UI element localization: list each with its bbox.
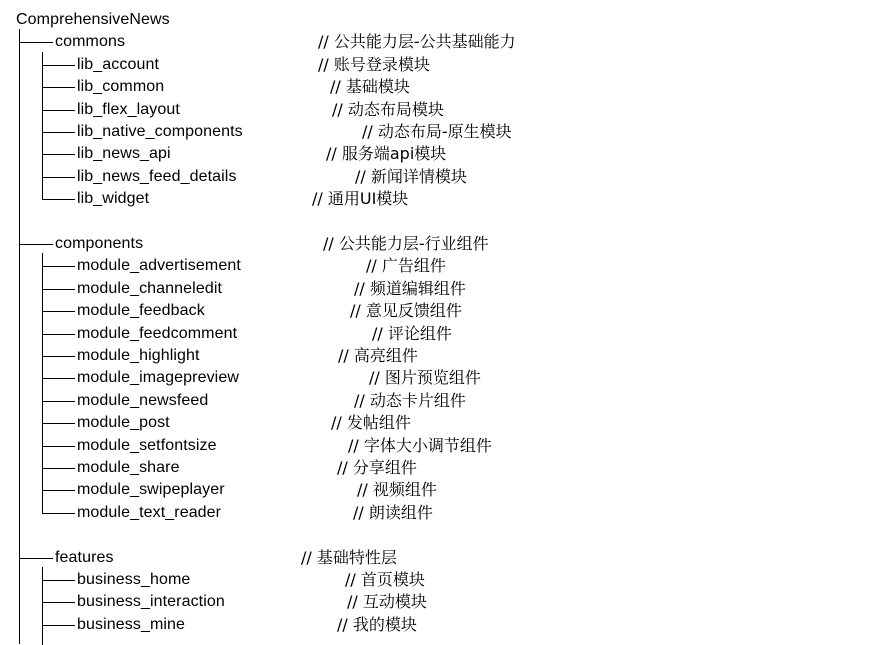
item-label: business_interaction: [77, 593, 225, 611]
item-label: lib_widget: [77, 190, 150, 208]
item-vertical-line: [42, 567, 43, 645]
item-label: business_mine: [77, 615, 186, 633]
tree-group-commons: [0, 31, 890, 53]
item-label: module_post: [77, 414, 170, 432]
tree-group-features: [0, 547, 890, 569]
item-vertical-line: [42, 253, 43, 513]
item-branch-line: [42, 65, 75, 66]
item-comment: // 互动模块: [347, 592, 427, 612]
item-branch-line: [42, 625, 75, 626]
item-branch-line: [42, 334, 75, 335]
item-label: module_feedback: [77, 302, 205, 320]
item-comment: // 服务端api模块: [326, 144, 447, 164]
item-label: module_advertisement: [77, 257, 241, 275]
item-branch-line: [42, 289, 75, 290]
item-comment: // 基础模块: [330, 77, 410, 97]
group-label: commons: [55, 33, 126, 51]
item-comment: // 新闻详情模块: [355, 166, 467, 186]
item-comment: // 通用UI模块: [312, 189, 409, 209]
item-label: module_setfontsize: [77, 436, 217, 454]
item-label: lib_common: [77, 78, 165, 96]
tree-item-module_post: [0, 412, 890, 434]
item-comment: // 高亮组件: [338, 346, 418, 365]
item-branch-line: [42, 423, 75, 424]
tree-item-module_swipeplayer: [0, 479, 890, 501]
group-branch-line: [19, 558, 53, 559]
item-label: module_highlight: [77, 347, 200, 364]
item-branch-line: [42, 266, 75, 267]
tree-item-lib_flex_layout: [0, 99, 890, 121]
tree-item-module_channeledit: [0, 278, 890, 300]
item-branch-line: [42, 132, 75, 133]
tree-item-module_feedcomment: [0, 323, 890, 345]
item-label: module_share: [77, 459, 180, 476]
item-branch-line: [42, 378, 75, 379]
item-label: lib_news_feed_details: [77, 167, 237, 185]
item-comment: // 广告组件: [366, 256, 446, 276]
item-branch-line: [42, 110, 75, 111]
tree-item-lib_news_api: [0, 143, 890, 165]
tree-item-lib_common: [0, 76, 890, 98]
tree-item-lib_news_feed_details: [0, 166, 890, 188]
item-label: module_swipeplayer: [77, 481, 225, 499]
item-comment: // 图片预览组件: [369, 368, 481, 388]
item-comment: // 朗读组件: [353, 502, 433, 522]
item-comment: // 视频组件: [357, 480, 437, 500]
item-branch-line: [42, 401, 75, 402]
tree-item-module_text_reader: [0, 502, 890, 524]
tree-item-lib_native_components: [0, 121, 890, 143]
item-label: lib_news_api: [77, 145, 171, 163]
tree-item-lib_account: [0, 54, 890, 76]
item-label: module_imagepreview: [77, 369, 239, 387]
tree-item-module_advertisement: [0, 255, 890, 277]
item-branch-line: [42, 580, 75, 581]
tree-item-module_imagepreview: [0, 367, 890, 389]
item-comment: // 分享组件: [337, 458, 417, 477]
item-label: lib_flex_layout: [77, 100, 180, 118]
item-branch-line: [42, 87, 75, 88]
root-label: ComprehensiveNews: [16, 11, 170, 28]
item-label: module_channeledit: [77, 279, 223, 297]
item-comment: // 发帖组件: [331, 413, 411, 433]
tree-item-business_home: [0, 569, 890, 591]
tree-root: [0, 9, 890, 31]
item-comment: // 评论组件: [372, 323, 452, 343]
tree-group-components: [0, 233, 890, 255]
group-label: features: [55, 548, 114, 566]
item-branch-line: [42, 490, 75, 491]
item-branch-line: [42, 602, 75, 603]
group-comment: // 基础特性层: [301, 547, 397, 567]
item-branch-line: [42, 513, 75, 514]
item-comment: // 意见反馈组件: [350, 301, 462, 321]
item-branch-line: [42, 311, 75, 312]
item-branch-line: [42, 177, 75, 178]
tree-item-module_share: [0, 457, 890, 479]
item-branch-line: [42, 356, 75, 357]
item-comment: // 我的模块: [337, 614, 417, 634]
item-label: business_home: [77, 571, 191, 588]
item-comment: // 首页模块: [345, 570, 425, 589]
item-comment: // 账号登录模块: [318, 54, 430, 74]
tree-item-module_newsfeed: [0, 390, 890, 412]
item-branch-line: [42, 446, 75, 447]
item-label: module_feedcomment: [77, 324, 238, 342]
item-label: lib_account: [77, 55, 160, 73]
tree-item-module_feedback: [0, 300, 890, 322]
item-branch-line: [42, 154, 75, 155]
group-comment: // 公共能力层-公共基础能力: [318, 32, 516, 52]
tree-item-module_highlight: [0, 345, 890, 367]
group-branch-line: [19, 244, 53, 245]
tree-item-business_interaction: [0, 591, 890, 613]
group-comment: // 公共能力层-行业组件: [323, 234, 489, 253]
item-comment: // 频道编辑组件: [354, 278, 466, 298]
group-label: components: [55, 235, 144, 252]
tree-item-lib_widget: [0, 188, 890, 210]
trunk-vertical-line: [19, 29, 20, 644]
item-label: module_text_reader: [77, 503, 222, 521]
tree-item-module_setfontsize: [0, 435, 890, 457]
item-label: module_newsfeed: [77, 391, 209, 409]
item-comment: // 动态卡片组件: [354, 390, 466, 410]
tree-item-business_mine: [0, 614, 890, 636]
group-branch-line: [19, 42, 53, 43]
item-branch-line: [42, 199, 75, 200]
item-comment: // 动态布局模块: [332, 99, 444, 119]
item-vertical-line: [42, 52, 43, 200]
item-branch-line: [42, 468, 75, 469]
item-comment: // 动态布局-原生模块: [362, 122, 512, 141]
item-label: lib_native_components: [77, 123, 243, 140]
item-comment: // 字体大小调节组件: [348, 435, 492, 455]
